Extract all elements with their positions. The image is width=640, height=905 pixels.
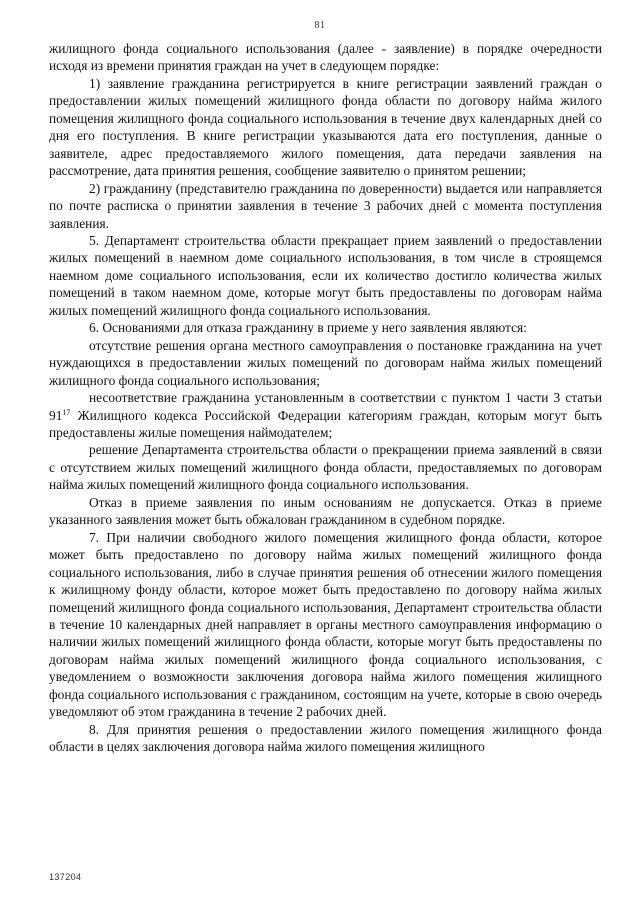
article-superscript: 17 [62,407,71,417]
paragraph-clause-7: 7. При наличии свободного жилого помещения жилищного фонда области, которое может быть предоставлено по договору найма жилых помещений жилищного фонда социального использования, либо в случае принятия решения об отнесении жилого помещения к жилищному фонду области, которое может быть предоставлено по договору найма жилых помещений жилищного фонда социального использования, Департамент строительства области в течение 10 календарных дней направляет в органы местного самоуправления информацию о наличии жилых помещений жилищного фонда области, которые могут быть предоставлены по договорам найма жилых помещений жилищного фонда социального использования, с уведомлением о возможности заключения договора найма жилого помещения жилищного фонда социального использования с гражданином, состоящим на учете, которые в свою очередь уведомляют об этом гражданина в течение 2 рабочих дней. [49,529,602,720]
paragraph-item-1: 1) заявление гражданина регистрируется в книге регистрации заявлений граждан о предоставлении жилых помещений жилищного фонда области по договору найма жилого помещения жилищного фонда социального использования в течение двух календарных дней со дня его поступления. В книге регистрации указываются дата его поступления, данные о заявителе, адрес предоставляемого жилого помещения, дата передачи заявления на рассмотрение, дата принятия решения, сообщение заявителю о принятом решении; [49,75,602,179]
footer-document-code: 137204 [49,872,82,882]
refusal-reason-2-text-start: несоответствие гражданина установленным в соответствии с пунктом 1 части 3 статьи 91 [49,390,602,423]
refusal-reason-2-text-end: Жилищного кодекса Российской Федерации категориям граждан, которым могут быть предоставлены жилые помещения наймодателем; [49,407,602,440]
paragraph-refusal-reason-3: решение Департамента строительства области о прекращении приема заявлений в связи с отсутствием жилых помещений жилищного фонда области, предоставляемых по договорам найма жилых помещений жилищного фонда социального использования. [49,442,602,493]
document-body [49,40,602,756]
paragraph-refusal-reason-2 [49,389,602,441]
paragraph-clause-5: 5. Департамент строительства области прекращает прием заявлений о предоставлении жилых помещений в наемном доме социального использования, в том числе в строящемся наемном доме социального использования, если их количество достигло количества жилых помещений в таком наемном доме, которые могут быть предоставлены по договорам найма жилых помещений жилищного фонда социального использования. [49,232,602,318]
paragraph-clause-8: 8. Для принятия решения о предоставлении жилого помещения жилищного фонда области в целях заключения договора найма жилого помещения жилищного [49,721,602,755]
paragraph-refusal-reason-1: отсутствие решения органа местного самоуправления о постановке гражданина на учет нуждающихся в предоставлении жилых помещений по договорам найма жилых помещений жилищного фонда социального использования; [49,337,602,388]
paragraph-continuation: жилищного фонда социального использования (далее - заявление) в порядке очередности исходя из времени принятия граждан на учет в следующем порядке: [49,41,602,74]
paragraph-item-2: 2) гражданину (представителю гражданина по доверенности) выдается или направляется по почте расписка о принятии заявления в течение 3 рабочих дней с момента поступления заявления. [49,180,602,231]
paragraph-clause-6: 6. Основаниями для отказа гражданину в приеме у него заявления являются: [89,320,527,336]
paragraph-refusal-appeal: Отказ в приеме заявления по иным основаниям не допускается. Отказ в приеме указанного заявления может быть обжалован гражданином в судебном порядке. [49,494,602,528]
page-number: 81 [314,20,326,31]
